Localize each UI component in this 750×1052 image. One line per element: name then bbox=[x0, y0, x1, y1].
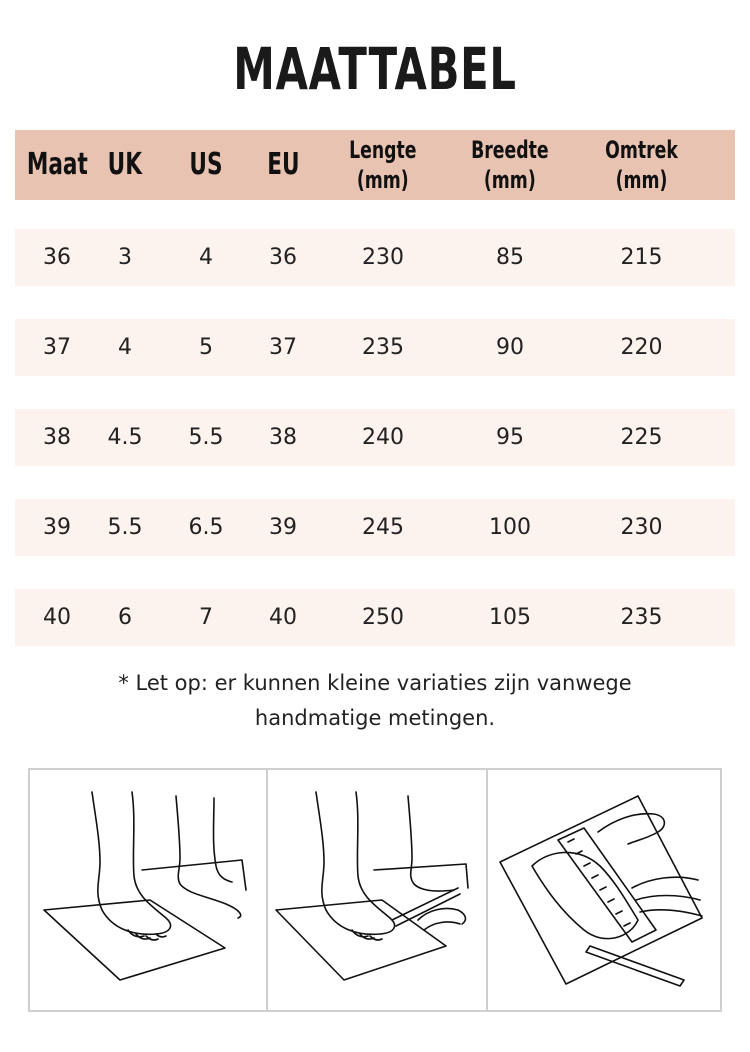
header-omtrek: Omtrek (mm) bbox=[605, 136, 678, 194]
table-cell: 7 bbox=[199, 605, 213, 630]
header-uk: UK bbox=[107, 147, 143, 182]
table-cell: 245 bbox=[362, 515, 404, 540]
table-cell: 95 bbox=[496, 425, 524, 450]
table-cell: 225 bbox=[620, 425, 663, 450]
table-cell: 5.5 bbox=[188, 425, 224, 450]
table-cell: 36 bbox=[43, 245, 71, 270]
measure-with-ruler-icon bbox=[488, 770, 720, 1010]
table-cell: 4.5 bbox=[107, 425, 143, 450]
table-cell: 230 bbox=[620, 515, 663, 540]
table-cell: 105 bbox=[489, 605, 531, 630]
table-cell: 39 bbox=[269, 515, 297, 540]
page-title: MAATTABEL bbox=[233, 35, 517, 103]
feet-on-paper-icon bbox=[30, 770, 266, 1010]
table-cell: 100 bbox=[489, 515, 531, 540]
table-cell: 38 bbox=[43, 425, 71, 450]
header-lengte: Lengte (mm) bbox=[349, 136, 417, 194]
trace-foot-outline-icon bbox=[268, 770, 486, 1010]
table-cell: 90 bbox=[496, 335, 524, 360]
table-cell: 6 bbox=[118, 605, 132, 630]
header-maat: Maat bbox=[26, 147, 88, 182]
table-cell: 6.5 bbox=[188, 515, 224, 540]
table-cell: 39 bbox=[43, 515, 71, 540]
table-cell: 38 bbox=[269, 425, 297, 450]
table-cell: 37 bbox=[43, 335, 71, 360]
table-cell: 3 bbox=[118, 245, 132, 270]
table-cell: 4 bbox=[199, 245, 213, 270]
header-breedte: Breedte (mm) bbox=[471, 136, 549, 194]
measurement-note bbox=[60, 666, 690, 736]
table-cell: 250 bbox=[362, 605, 404, 630]
table-cell: 36 bbox=[269, 245, 297, 270]
table-cell: 215 bbox=[620, 245, 663, 270]
table-cell: 220 bbox=[620, 335, 663, 360]
table-cell: 235 bbox=[362, 335, 404, 360]
table-cell: 37 bbox=[269, 335, 297, 360]
header-eu: EU bbox=[266, 147, 300, 182]
table-cell: 235 bbox=[620, 605, 663, 630]
note-line-1: * Let op: er kunnen kleine variaties zijn vanwege bbox=[118, 671, 632, 695]
table-cell: 40 bbox=[269, 605, 297, 630]
table-cell: 5.5 bbox=[107, 515, 143, 540]
table-cell: 5 bbox=[199, 335, 213, 360]
header-us: US bbox=[189, 147, 223, 182]
table-cell: 4 bbox=[118, 335, 132, 360]
note-line-2: handmatige metingen. bbox=[254, 706, 496, 730]
table-cell: 240 bbox=[362, 425, 404, 450]
table-cell: 230 bbox=[362, 245, 404, 270]
table-cell: 85 bbox=[496, 245, 524, 270]
table-cell: 40 bbox=[43, 605, 71, 630]
measuring-instructions bbox=[28, 768, 722, 1012]
